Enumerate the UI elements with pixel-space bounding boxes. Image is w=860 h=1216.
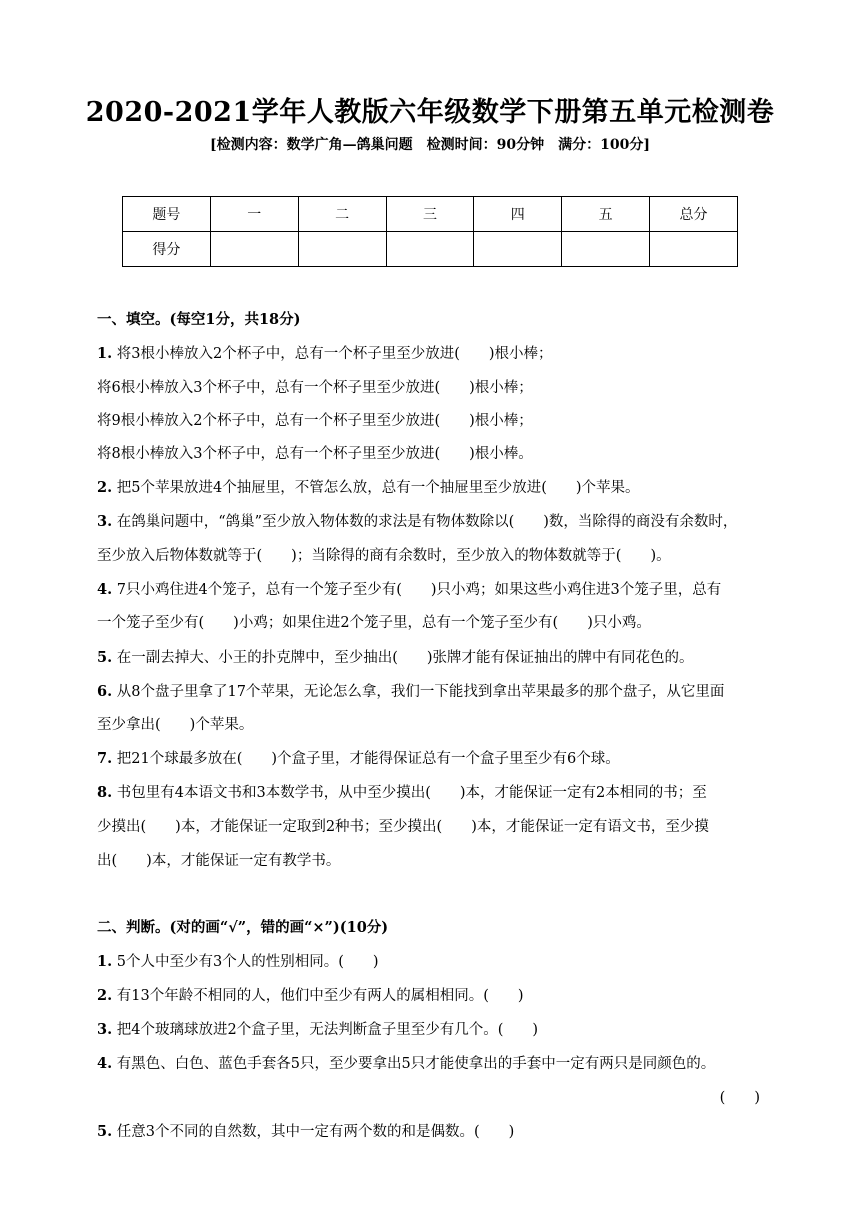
question-line: 3. 把4个玻璃球放进2个盒子里，无法判断盒子里至少有几个。( ) — [97, 1021, 539, 1038]
question-line: 至少放入后物体数就等于( )；当除得的商有余数时，至少放入的物体数就等于( )。 — [97, 548, 671, 564]
question-line: 4. 7只小鸡住进4个笼子，总有一个笼子至少有( )只小鸡；如果这些小鸡住进3个笼子里，总有 — [97, 581, 722, 598]
score-table-score-row — [123, 232, 738, 267]
question-line: 一个笼子至少有( )小鸡；如果住进2个笼子里，总有一个笼子至少有( )只小鸡。 — [97, 615, 651, 631]
question-line: 将6根小棒放入3个杯子中，总有一个杯子里至少放进( )根小棒； — [97, 380, 533, 396]
question-line: 2. 有13个年龄不相同的人，他们中至少有两人的属相相同。( ) — [97, 987, 524, 1004]
question-line: 4. 有黑色、白色、蓝色手套各5只，至少要拿出5只才能使拿出的手套中一定有两只是同颜色的。 — [97, 1055, 716, 1072]
score-table-cell: 二 — [298, 197, 386, 232]
question-line: 7. 把21个球最多放在( )个盒子里，才能得保证总有一个盒子里至少有6个球。 — [97, 750, 620, 767]
answer-parentheses: ( ) — [719, 1090, 760, 1106]
score-table-cell: 总分 — [650, 197, 738, 232]
score-table-cell: 一 — [210, 197, 298, 232]
score-blank-cell[interactable] — [650, 232, 738, 267]
score-table-cell: 五 — [562, 197, 650, 232]
question-line: 1. 5个人中至少有3个人的性别相同。( ) — [97, 953, 379, 970]
score-table-cell: 三 — [386, 197, 474, 232]
score-table-header-row — [123, 197, 738, 232]
page-title: 2020-2021学年人教版六年级数学下册第五单元检测卷 — [85, 97, 775, 128]
score-table-cell: 得分 — [123, 232, 211, 267]
question-line: 出( )本，才能保证一定有教学书。 — [97, 853, 341, 869]
question-line: 5. 任意3个不同的自然数，其中一定有两个数的和是偶数。( ) — [97, 1123, 515, 1140]
score-blank-cell[interactable] — [562, 232, 650, 267]
question-line: 少摸出( )本，才能保证一定取到2种书；至少摸出( )本，才能保证一定有语文书，至少摸 — [97, 819, 709, 835]
score-blank-cell[interactable] — [386, 232, 474, 267]
score-blank-cell[interactable] — [210, 232, 298, 267]
question-line: 至少拿出( )个苹果。 — [97, 717, 254, 733]
question-line: 将8根小棒放入3个杯子中，总有一个杯子里至少放进( )根小棒。 — [97, 446, 533, 462]
question-line: 8. 书包里有4本语文书和3本数学书，从中至少摸出( )本，才能保证一定有2本相同的书；至 — [97, 784, 707, 801]
score-table-cell: 四 — [474, 197, 562, 232]
question-line: 3. 在鸽巢问题中，“鸽巢”至少放入物体数的求法是有物体数除以( )数，当除得的商没有余数时， — [97, 513, 738, 530]
score-table — [122, 196, 738, 267]
section-heading-true-false: 二、判断。(对的画“√”，错的画“×”)(10分) — [97, 919, 389, 936]
score-blank-cell[interactable] — [298, 232, 386, 267]
score-table-cell: 题号 — [123, 197, 211, 232]
score-blank-cell[interactable] — [474, 232, 562, 267]
question-line: 5. 在一副去掉大、小王的扑克牌中，至少抽出( )张牌才能有保证抽出的牌中有同花色的。 — [97, 649, 694, 666]
question-line: 2. 把5个苹果放进4个抽屉里，不管怎么放，总有一个抽屉里至少放进( )个苹果。 — [97, 479, 640, 496]
question-line: 1. 将3根小棒放入2个杯子中，总有一个杯子里至少放进( )根小棒； — [97, 345, 553, 362]
question-line: 6. 从8个盘子里拿了17个苹果，无论怎么拿，我们一下能找到拿出苹果最多的那个盘子，从它里面 — [97, 683, 725, 700]
section-heading-fill-in: 一、填空。(每空1分，共18分) — [97, 311, 301, 328]
page-subtitle: [检测内容：数学广角—鸽巢问题 检测时间：90分钟 满分：100分] — [210, 137, 650, 153]
question-line: 将9根小棒放入2个杯子中，总有一个杯子里至少放进( )根小棒； — [97, 413, 533, 429]
